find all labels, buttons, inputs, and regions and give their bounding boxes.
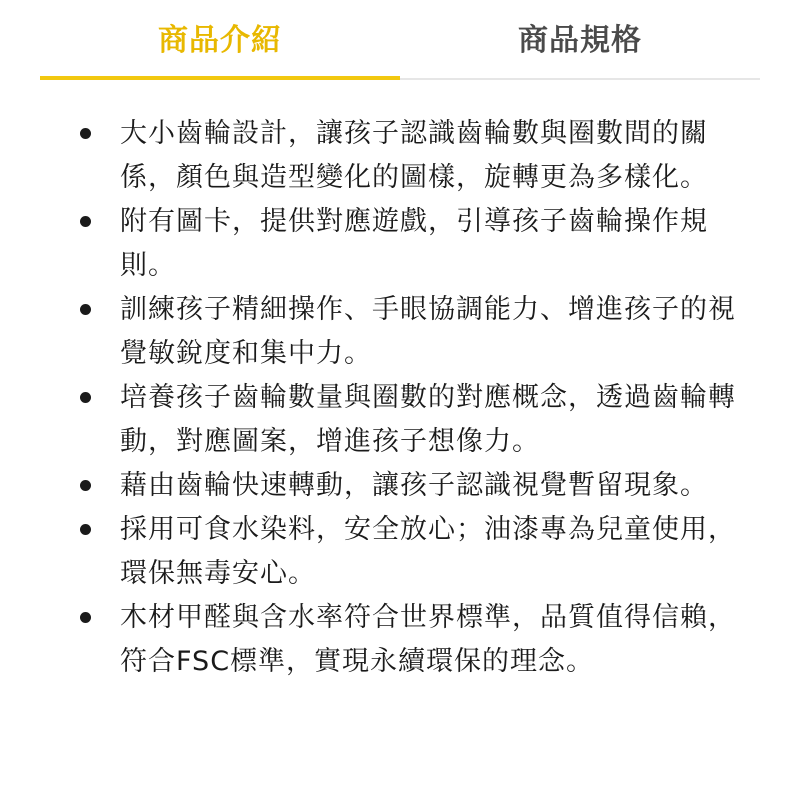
list-item (80, 288, 740, 376)
feature-text: 附有圖卡，提供對應遊戲，引導孩子齒輪操作規則。 (120, 206, 708, 281)
feature-list (80, 112, 740, 684)
list-item (80, 464, 740, 508)
feature-text: 藉由齒輪快速轉動，讓孩子認識視覺暫留現象。 (120, 470, 708, 501)
product-description (80, 112, 740, 684)
feature-text: 培養孩子齒輪數量與圈數的對應概念，透過齒輪轉動，對應圖案，增進孩子想像力。 (120, 382, 736, 457)
tab-product-specs[interactable]: 商品規格 (518, 23, 642, 58)
bullet-icon (80, 480, 91, 491)
list-item (80, 376, 740, 464)
bullet-icon (80, 524, 91, 535)
bullet-icon (80, 392, 91, 403)
list-item (80, 112, 740, 200)
bullet-icon (80, 612, 91, 623)
feature-text: 訓練孩子精細操作、手眼協調能力、增進孩子的視覺敏銳度和集中力。 (120, 294, 736, 369)
feature-text: 木材甲醛與含水率符合世界標準，品質值得信賴，符合FSC標準，實現永續環保的理念。 (120, 602, 736, 677)
list-item (80, 508, 740, 596)
bullet-icon (80, 128, 91, 139)
bullet-icon (80, 216, 91, 227)
tab-bar (40, 0, 760, 80)
tab-product-intro[interactable]: 商品介紹 (40, 0, 400, 78)
bullet-icon (80, 304, 91, 315)
feature-text: 大小齒輪設計，讓孩子認識齒輪數與圈數間的關係，顏色與造型變化的圖樣，旋轉更為多樣化。 (120, 118, 708, 193)
list-item (80, 596, 740, 684)
feature-text: 採用可食水染料，安全放心；油漆專為兒童使用，環保無毒安心。 (120, 514, 736, 589)
list-item (80, 200, 740, 288)
